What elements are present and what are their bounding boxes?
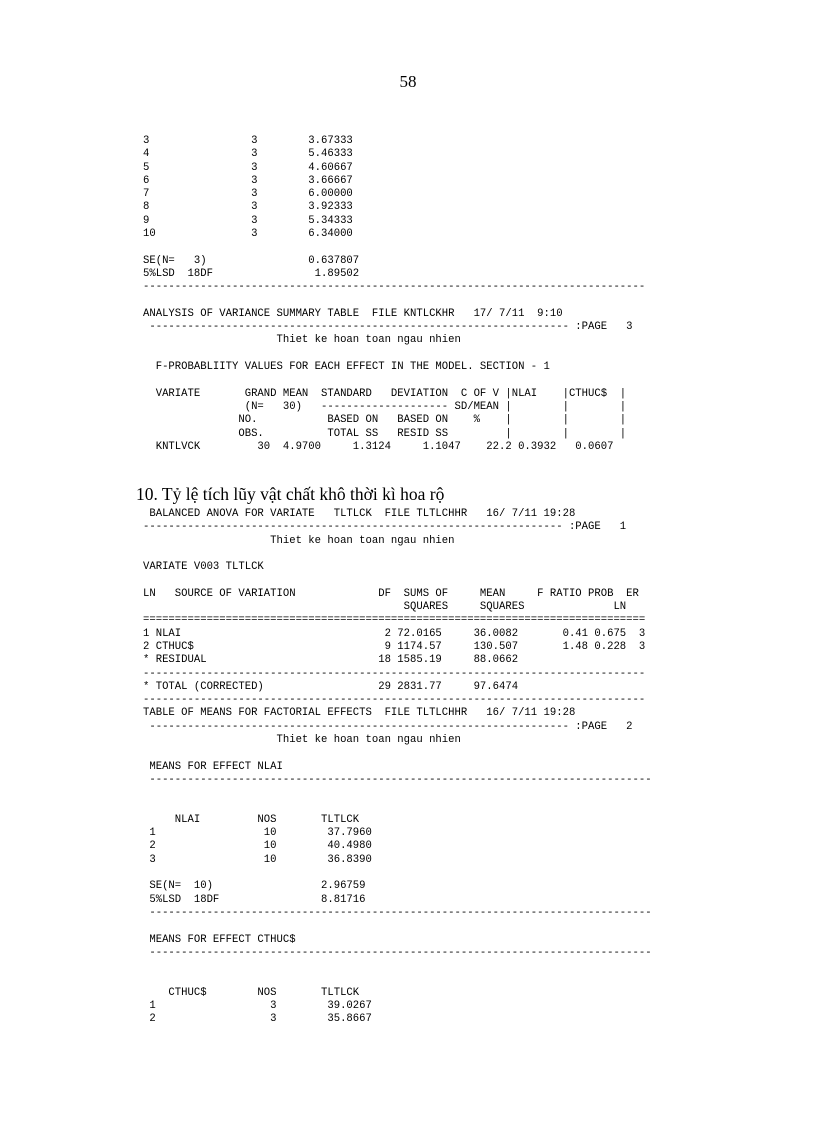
- output-line: KNTLVCK 30 4.9700 1.3124 1.1047 22.2 0.3932 0.0607: [143, 440, 614, 453]
- output-line: SE(N= 3) 0.637807: [143, 254, 360, 267]
- output-line: [143, 920, 652, 933]
- output-line: [143, 960, 652, 973]
- output-line: BALANCED ANOVA FOR VARIATE TLTLCK FILE TLTLCHHR 16/ 7/11 19:28: [143, 508, 576, 520]
- output-line: 7 3 6.00000: [143, 188, 353, 201]
- output-line: NO. BASED ON BASED ON % | | |: [143, 414, 627, 427]
- output-line: [143, 801, 652, 814]
- output-line: SQUARES SQUARES LN: [143, 601, 627, 614]
- output-line: ------------------------------------------------------------------ :PAGE 1: [143, 521, 627, 534]
- output-line: 5%LSD 18DF 1.89502: [143, 267, 360, 280]
- output-line: SE(N= 10) 2.96759: [143, 880, 366, 893]
- output-line: MEANS FOR EFFECT NLAI: [143, 760, 283, 773]
- output-line: 1 3 39.0267: [143, 999, 372, 1012]
- output-line: Thiet ke hoan toan ngau nhien: [143, 534, 455, 547]
- output-line: ANALYSIS OF VARIANCE SUMMARY TABLE FILE KNTLCKHR 17/ 7/11 9:10: [143, 307, 563, 320]
- output-line: 5%LSD 18DF 8.81716: [143, 893, 366, 906]
- anova-output-block-1: [143, 135, 645, 454]
- output-line: 10 3 6.34000: [143, 228, 353, 241]
- output-line: VARIATE GRAND MEAN STANDARD DEVIATION C OF V |NLAI |CTHUC$ |: [143, 387, 627, 400]
- output-line: [143, 374, 645, 387]
- output-line: [143, 548, 652, 561]
- output-line: [143, 787, 652, 800]
- output-line: * TOTAL (CORRECTED) 29 2831.77 97.6474: [143, 680, 519, 693]
- page-number: 58: [399, 72, 417, 91]
- output-line: -------------------------------------------------------------------------------: [143, 773, 652, 786]
- output-line: -------------------------------------------------------------------------------: [143, 946, 652, 959]
- output-line: NLAI NOS TLTLCK: [143, 813, 360, 826]
- output-line: Thiet ke hoan toan ngau nhien: [143, 734, 461, 747]
- output-line: [143, 747, 652, 760]
- output-line: -------------------------------------------------------------------------------: [143, 906, 652, 919]
- output-line: -------------------------------------------------------------------------------: [143, 667, 646, 680]
- output-line: 9 3 5.34333: [143, 214, 353, 227]
- section-heading: 10. Tỷ lệ tích lũy vật chất khô thời kì hoa rộ: [136, 484, 445, 504]
- output-line: 1 10 37.7960: [143, 827, 372, 840]
- output-line: MEANS FOR EFFECT CTHUC$: [143, 933, 296, 946]
- output-line: [143, 574, 652, 587]
- output-line: VARIATE V003 TLTLCK: [143, 561, 264, 574]
- output-line: ------------------------------------------------------------------ :PAGE 2: [143, 720, 633, 733]
- output-line: 2 3 35.8667: [143, 1013, 372, 1026]
- output-line: 3 10 36.8390: [143, 853, 372, 866]
- output-line: 4 3 5.46333: [143, 148, 353, 161]
- output-line: 2 CTHUC$ 9 1174.57 130.507 1.48 0.228 3: [143, 640, 646, 653]
- output-line: CTHUC$ NOS TLTLCK: [143, 986, 360, 999]
- output-line: 5 3 4.60667: [143, 161, 353, 174]
- output-line: ------------------------------------------------------------------ :PAGE 3: [143, 321, 633, 334]
- output-line: [143, 348, 645, 361]
- output-line: 1 NLAI 2 72.0165 36.0082 0.41 0.675 3: [143, 627, 646, 640]
- output-line: [143, 241, 645, 254]
- output-line: 3 3 3.67333: [143, 135, 353, 147]
- output-line: TABLE OF MEANS FOR FACTORIAL EFFECTS FILE TLTLCHHR 16/ 7/11 19:28: [143, 707, 576, 720]
- output-line: Thiet ke hoan toan ngau nhien: [143, 334, 461, 347]
- output-line: * RESIDUAL 18 1585.19 88.0662: [143, 654, 519, 667]
- output-line: -------------------------------------------------------------------------------: [143, 281, 646, 294]
- output-line: (N= 30) -------------------- SD/MEAN | | |: [143, 400, 627, 413]
- output-line: [143, 973, 652, 986]
- output-line: [143, 295, 645, 308]
- output-line: LN SOURCE OF VARIATION DF SUMS OF MEAN F RATIO PROB ER: [143, 587, 639, 600]
- output-line: 6 3 3.66667: [143, 174, 353, 187]
- output-line: 2 10 40.4980: [143, 840, 372, 853]
- output-line: ===============================================================================: [143, 614, 646, 627]
- output-line: -------------------------------------------------------------------------------: [143, 694, 646, 707]
- output-line: [143, 867, 652, 880]
- output-line: OBS. TOTAL SS RESID SS | | |: [143, 427, 627, 440]
- anova-output-block-2: [143, 508, 652, 1027]
- output-line: F-PROBABLIITY VALUES FOR EACH EFFECT IN THE MODEL. SECTION - 1: [143, 361, 550, 374]
- output-line: 8 3 3.92333: [143, 201, 353, 214]
